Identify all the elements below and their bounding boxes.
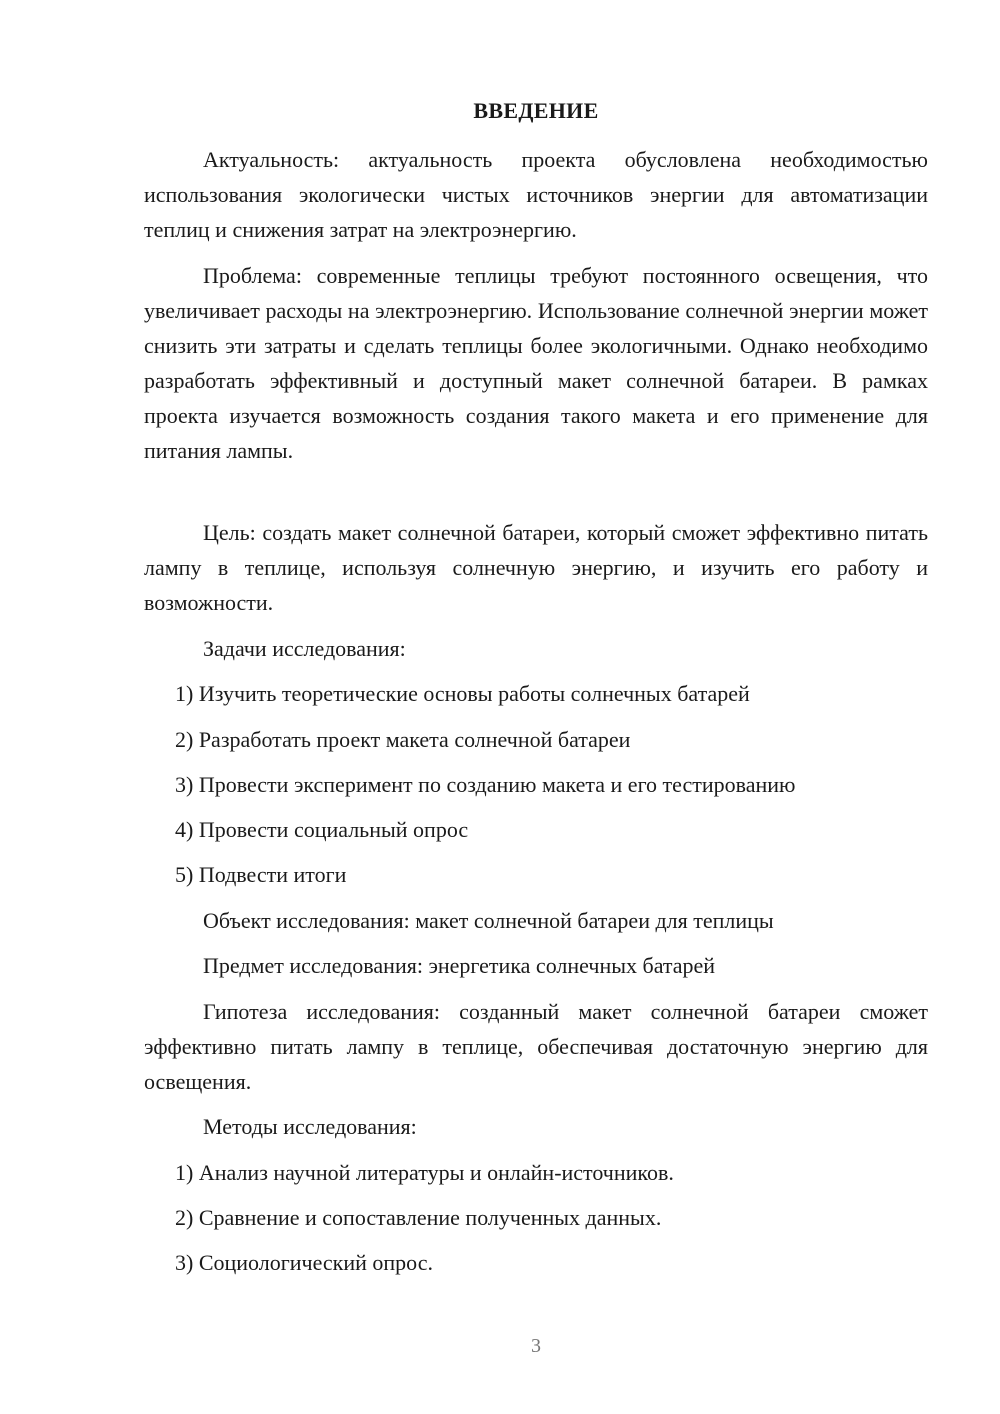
relevance-paragraph: Актуальность: актуальность проекта обусловлена необходимостью использования экологически чистых источников энергии для автоматизации теплиц и снижения затрат на электроэнергию. [144, 147, 928, 242]
goal-paragraph: Цель: создать макет солнечной батареи, который сможет эффективно питать лампу в теплице, используя солнечную энергию, и изучить его работу и возможности. [144, 520, 928, 615]
methods-title: Методы исследования: [203, 1114, 417, 1139]
page-number: 3 [531, 1335, 541, 1357]
problem-paragraph: Проблема: современные теплицы требуют постоянного освещения, что увеличивает расходы на электроэнергию. Использование солнечной энергии может снизить эти затраты и сделать теплицы более экологичными. Однако необходимо разработать эффективный и доступный макет солнечной батареи. В рамках проекта изучается возможность создания такого макета и его применение для питания лампы. [144, 263, 928, 463]
task-item: 5) Подвести итоги [175, 862, 347, 887]
subject-line: Предмет исследования: энергетика солнечных батарей [203, 953, 716, 978]
task-item: 1) Изучить теоретические основы работы солнечных батарей [175, 681, 750, 706]
method-item: 1) Анализ научной литературы и онлайн-источников. [175, 1160, 674, 1185]
task-item: 2) Разработать проект макета солнечной батареи [175, 727, 631, 752]
method-item: 3) Социологический опрос. [175, 1250, 433, 1275]
hypothesis-paragraph: Гипотеза исследования: созданный макет солнечной батареи сможет эффективно питать лампу в теплице, обеспечивая достаточную энергию для освещения. [144, 999, 928, 1094]
tasks-title: Задачи исследования: [203, 636, 406, 661]
task-item: 3) Провести эксперимент по созданию макета и его тестированию [175, 772, 796, 797]
method-item: 2) Сравнение и сопоставление полученных данных. [175, 1205, 662, 1230]
object-line: Объект исследования: макет солнечной батареи для теплицы [203, 908, 774, 933]
document-page [144, 0, 928, 1414]
section-heading: ВВЕДЕНИЕ [473, 98, 599, 123]
task-item: 4) Провести социальный опрос [175, 817, 469, 842]
